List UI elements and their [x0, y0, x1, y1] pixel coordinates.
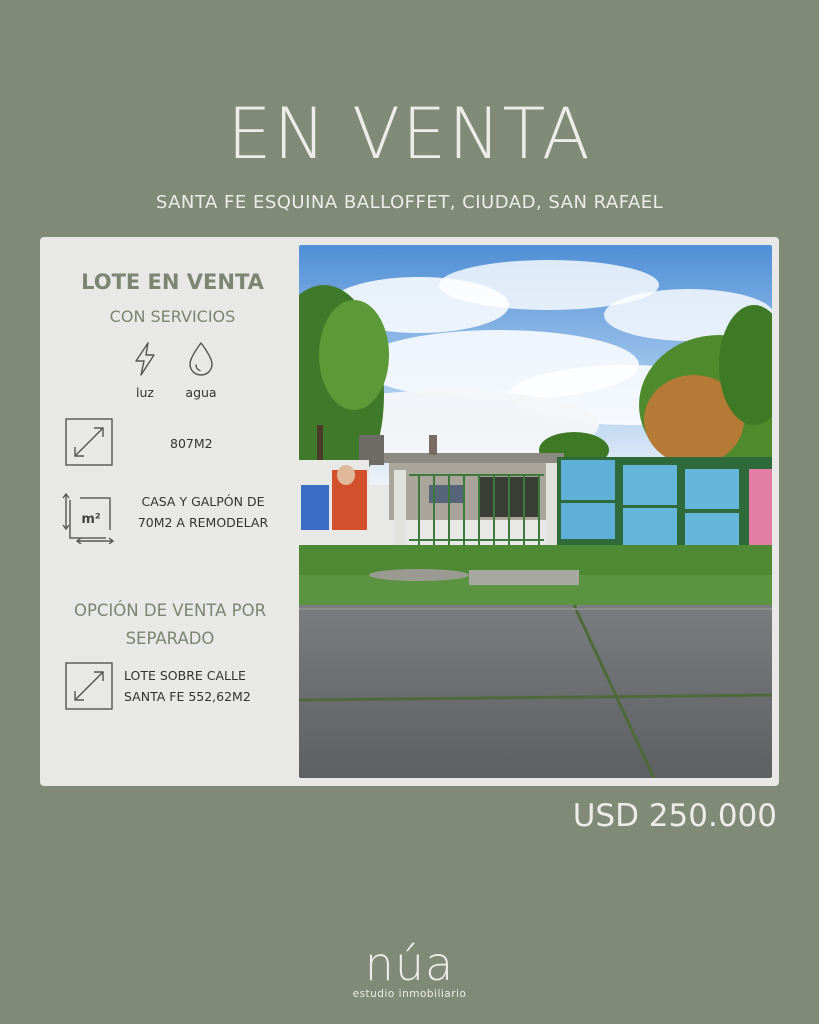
- service-label: agua: [185, 385, 217, 400]
- property-photo: [299, 245, 772, 778]
- option-line-2: SANTA FE 552,62M2: [124, 689, 251, 704]
- logo-tagline: estudio inmobiliario: [352, 988, 467, 1000]
- option-title: [40, 597, 300, 653]
- option-title-line-1: OPCIÓN DE VENTA POR: [73, 601, 267, 620]
- listing-title: LOTE EN VENTA: [81, 270, 264, 294]
- price: USD 250.000: [572, 798, 777, 834]
- listing-card: [40, 237, 779, 786]
- service-label: luz: [136, 385, 154, 400]
- m2-label: m²: [81, 512, 101, 527]
- diagonal-arrow-icon: [65, 662, 113, 710]
- option-title-line-2: SEPARADO: [125, 629, 215, 648]
- headline: EN VENTA: [227, 93, 592, 175]
- water-drop-icon: [187, 341, 215, 377]
- area-text: 807M2: [170, 436, 213, 451]
- listing-details: [40, 237, 300, 786]
- m2-area-icon: [62, 490, 116, 544]
- service-agua: [181, 341, 221, 401]
- option-line-1: LOTE SOBRE CALLE: [124, 668, 246, 683]
- option-text: [124, 665, 251, 707]
- lightning-icon: [133, 341, 157, 377]
- brand-logo: [0, 938, 819, 1000]
- listing-subtitle: CON SERVICIOS: [109, 307, 236, 326]
- address: SANTA FE ESQUINA BALLOFFET, CIUDAD, SAN RAFAEL: [155, 192, 664, 213]
- diagonal-arrow-icon: [65, 418, 113, 466]
- building-text: [128, 491, 278, 533]
- logo-wordmark: núa: [364, 937, 455, 991]
- service-luz: [125, 341, 165, 401]
- building-line-1: CASA Y GALPÓN DE: [141, 494, 265, 509]
- building-line-2: 70M2 A REMODELAR: [137, 515, 269, 530]
